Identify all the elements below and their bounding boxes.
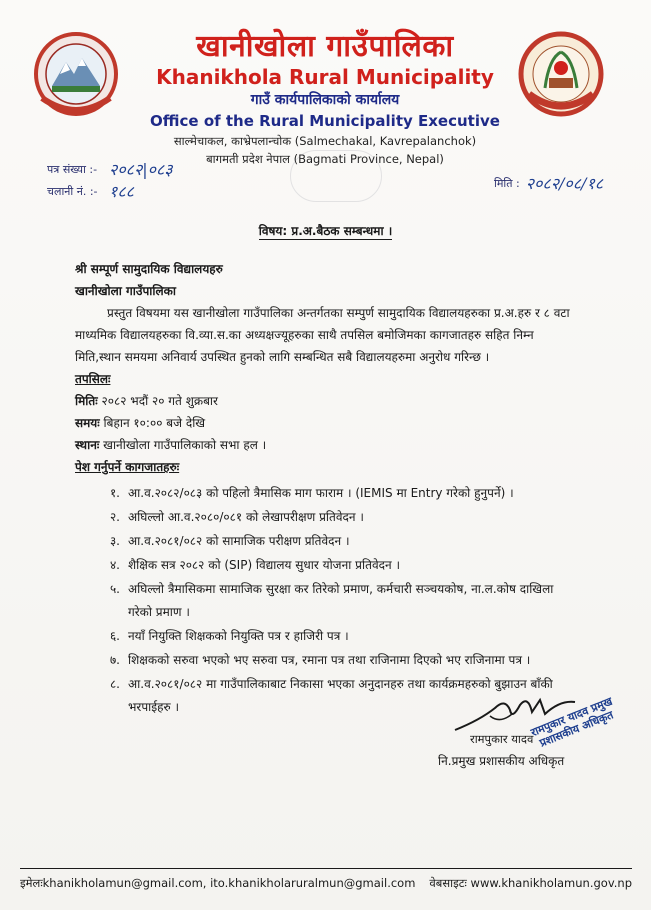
subject-text: विषय: प्र.अ.बैठक सम्बन्धमा । (258, 224, 393, 238)
signer-title: नि.प्रमुख प्रशासकीय अधिकृत (438, 754, 565, 768)
list-item (75, 530, 575, 553)
list-item-number: २. (109, 510, 120, 524)
footer-divider (20, 868, 632, 869)
list-item (75, 578, 575, 624)
municipality-emblem-left (30, 28, 122, 120)
list-item-text: आ.व.२०८१/०८२ को सामाजिक परीक्षण प्रतिवेदन । (128, 534, 350, 548)
list-item (75, 649, 575, 672)
signature-block (430, 690, 630, 770)
schedule-date (75, 390, 575, 412)
chalani-label: चलानी नं. :- (47, 184, 98, 198)
list-item-text: आ.व.२०८२/०८३ को पहिलो त्रैमासिक माग फाराम । (IEMIS मा Entry गरेको हुनुपर्ने) । (128, 486, 514, 500)
schedule-date-value: २०८२ भदौं २० गते शुक्रबार (101, 394, 218, 408)
footer-website: वेबसाइटः www.khanikholamun.gov.np (429, 876, 632, 890)
list-item-number: १. (109, 486, 120, 500)
list-item-number: ६. (109, 629, 120, 643)
schedule-place-value: खानीखोला गाउँपालिकाको सभा हल । (103, 438, 267, 452)
subject-line (0, 222, 651, 239)
addressee-line-2: खानीखोला गाउँपालिका (75, 284, 176, 298)
municipality-name-en: Khanikhola Rural Municipality (156, 65, 494, 89)
letterhead (120, 30, 530, 168)
list-item (75, 506, 575, 529)
body-paragraph: प्रस्तुत विषयमा यस खानीखोला गाउँपालिका अन्तर्गतका सम्पुर्ण सामुदायिक विद्यालयहरुका प्र.अ.हरु र ८ वटा माध्यमिक विद्यालयहरुका वि.व्या.स.का अध्यक्षज्यूहरुका साथै तपसिल बमोजिमका कागजातहरु सहित निम्न मिति,स्थान समयमा अनिवार्य उपस्थित हुनको लागि सम्बन्धित सबै विद्यालयहरुमा अनुरोध गरिन्छ । (75, 306, 570, 364)
schedule-time-label: समयः (75, 416, 100, 430)
list-item-text: शैक्षिक सत्र २०८२ को (SIP) विद्यालय सुधार योजना प्रतिवेदन । (128, 558, 401, 572)
list-item-text: अघिल्लो आ.व.२०८०/०८१ को लेखापरीक्षण प्रतिवेदन । (128, 510, 364, 524)
list-item-number: ५. (109, 582, 120, 596)
municipality-name-np: खानीखोला गाउँपालिका (196, 29, 454, 64)
patra-sankhya-value: २०८२|०८३ (109, 160, 173, 179)
officer-stamp: रामपुकार यादव प्रमुख प्रशासकीय अधिकृत (528, 694, 616, 750)
schedule-date-label: मितिः (75, 394, 98, 408)
list-item (75, 554, 575, 577)
chalani-value: १८८ (109, 182, 134, 201)
list-item-text: शिक्षकको सरुवा भएको भए सरुवा पत्र, रमाना पत्र तथा राजिनामा दिएको भए राजिनामा पत्र । (128, 653, 531, 667)
list-item (75, 625, 575, 648)
office-name-en: Office of the Rural Municipality Executive (150, 112, 500, 130)
faint-stamp (290, 150, 382, 202)
list-item-number: ७. (109, 653, 120, 667)
address-line-2: बागमती प्रदेश नेपाल (Bagmati Province, Nepal) (206, 152, 444, 166)
office-name-np: गाउँ कार्यपालिकाको कार्यालय (250, 92, 400, 108)
list-item-text: आ.व.२०८१/०८२ मा गाउँपालिकाबाट निकासा भएका अनुदानहरु तथा कार्यक्रमहरुको बुझाउन बाँकी भरपाईहरु । (128, 677, 553, 714)
letter-body (75, 258, 575, 478)
date-label: मिति : (494, 176, 520, 190)
schedule-time (75, 412, 575, 434)
list-item-text: अघिल्लो त्रैमासिकमा सामाजिक सुरक्षा कर तिरेको प्रमाण, कर्मचारी सञ्चयकोष, ना.ल.कोष दाखिला गरेको प्रमाण । (128, 582, 554, 619)
schedule-time-value: बिहान १०:०० बजे देखि (103, 416, 206, 430)
patra-sankhya-label: पत्र संख्या :- (47, 162, 98, 176)
schedule-place-label: स्थानः (75, 438, 100, 452)
letter-date (494, 172, 603, 194)
footer-email: इमेलःkhanikholamun@gmail.com, ito.khanikholaruralmun@gmail.com (20, 876, 416, 890)
address-line-1: साल्मेचाकल, काभ्रेपलान्चोक (Salmechakal, Kavrepalanchok) (173, 134, 477, 148)
documents-list (75, 482, 575, 720)
list-item-number: ३. (109, 534, 120, 548)
signer-name: रामपुकार यादव (470, 732, 534, 746)
schedule-heading: तपसिलः (75, 372, 111, 386)
reference-block (47, 158, 173, 202)
documents-heading: पेश गर्नुपर्ने कागजातहरुः (75, 460, 180, 474)
list-item-number: ४. (109, 558, 120, 572)
footer (20, 876, 632, 891)
addressee-line-1: श्री सम्पूर्ण सामुदायिक विद्यालयहरु (75, 262, 223, 276)
list-item-number: ८. (109, 677, 120, 691)
date-value: २०८२/०८/१८ (525, 174, 604, 193)
list-item-text: नयाँ नियुक्ति शिक्षकको नियुक्ति पत्र र हाजिरी पत्र । (128, 629, 349, 643)
schedule-place (75, 434, 575, 456)
list-item (75, 482, 575, 505)
